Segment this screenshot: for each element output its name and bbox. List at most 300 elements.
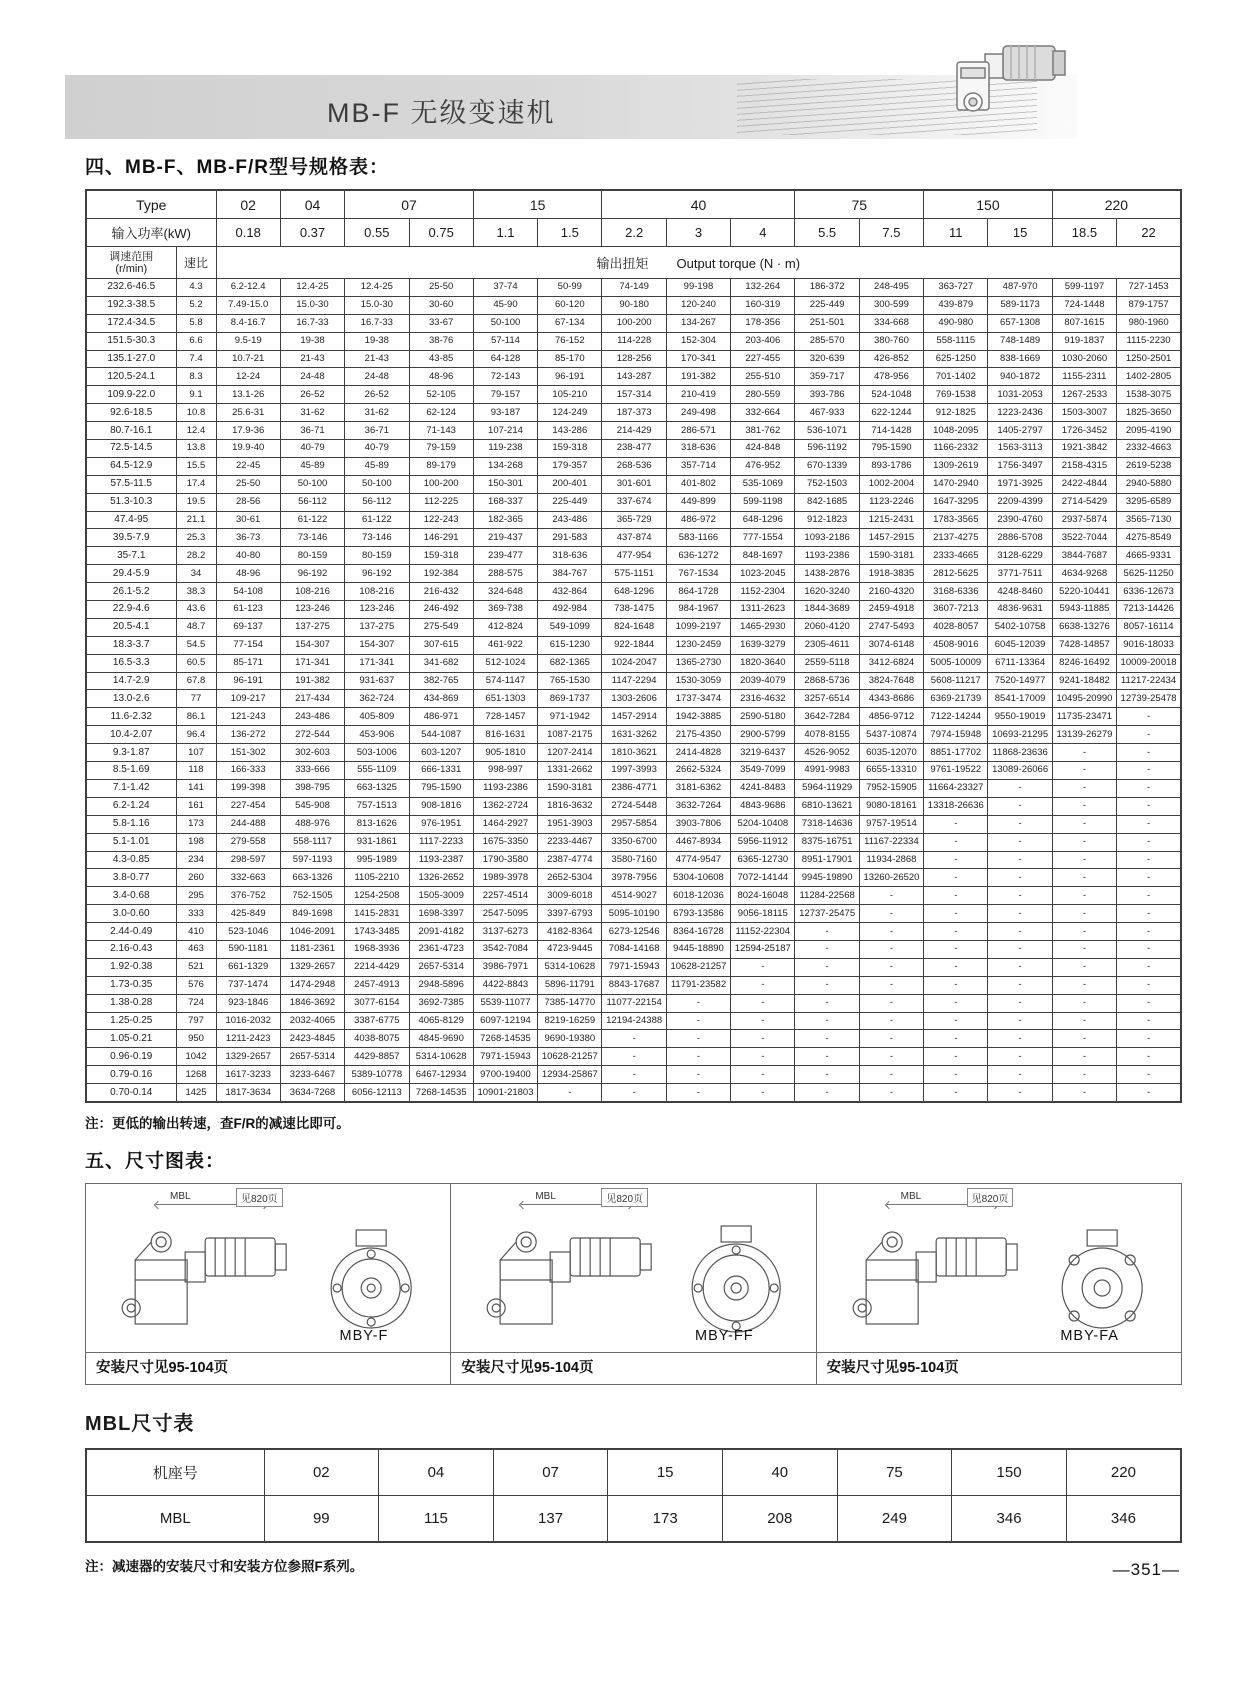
torque-value-cell: 6035-12070 [859, 744, 923, 762]
speed-ratio-cell: 48.7 [176, 618, 216, 636]
speed-ratio-cell: 118 [176, 762, 216, 780]
torque-value-cell: 765-1530 [538, 672, 602, 690]
torque-value-cell: 824-1648 [602, 618, 666, 636]
torque-value-cell: 54-108 [216, 583, 280, 601]
torque-value-cell: 558-1117 [280, 833, 344, 851]
torque-value-cell: 738-1475 [602, 601, 666, 619]
speed-range-label: 调速范围 [109, 250, 154, 263]
torque-value-cell: 301-601 [602, 475, 666, 493]
torque-value-cell: 7520-14977 [988, 672, 1052, 690]
torque-value-cell: 2724-5448 [602, 797, 666, 815]
torque-value-cell: 1123-2246 [859, 493, 923, 511]
speed-range-cell: 232.6-46.5 [86, 279, 176, 297]
torque-value-cell: 432-864 [538, 583, 602, 601]
torque-value-cell: 864-1728 [666, 583, 730, 601]
speed-range-cell: 11.6-2.32 [86, 708, 176, 726]
torque-value-cell: 243-486 [280, 708, 344, 726]
torque-value-cell: 2160-4320 [859, 583, 923, 601]
torque-value-cell: 31-62 [280, 404, 344, 422]
torque-value-cell: 337-674 [602, 493, 666, 511]
torque-value-cell: 1193-2386 [473, 779, 537, 797]
torque-value-cell: 170-341 [666, 350, 730, 368]
mbl-value-row [86, 1495, 1181, 1542]
torque-value-cell: 9700-19400 [473, 1066, 537, 1084]
torque-value-cell: 615-1230 [538, 636, 602, 654]
torque-value-cell: 154-307 [345, 636, 409, 654]
speed-range-cell: 9.3-1.87 [86, 744, 176, 762]
torque-value-cell: - [1117, 762, 1181, 780]
torque-value-cell: 36-71 [280, 422, 344, 440]
spec-table-row [86, 726, 1181, 744]
torque-value-cell: 849-1698 [280, 905, 344, 923]
torque-value-cell: 4514-9027 [602, 887, 666, 905]
torque-value-cell: 31-62 [345, 404, 409, 422]
torque-value-cell: 210-419 [666, 386, 730, 404]
torque-value-cell: 3295-6589 [1117, 493, 1181, 511]
spec-table-row [86, 529, 1181, 547]
speed-range-cell: 8.5-1.69 [86, 762, 176, 780]
torque-value-cell: 318-636 [538, 547, 602, 565]
torque-value-cell: 777-1554 [731, 529, 795, 547]
torque-value-cell: 33-67 [409, 314, 473, 332]
torque-value-cell: 3824-7648 [859, 672, 923, 690]
spec-table-row [86, 1012, 1181, 1030]
power-value-header: 2.2 [602, 219, 666, 247]
power-value-header: 0.75 [409, 219, 473, 247]
frame-size-header: 07 [345, 190, 474, 219]
power-value-header: 0.55 [345, 219, 409, 247]
page-number: —351— [1112, 1560, 1180, 1579]
torque-value-cell: 1846-3692 [280, 994, 344, 1012]
frame-number-cell: 75 [837, 1449, 952, 1496]
torque-value-cell: 5625-11250 [1117, 565, 1181, 583]
torque-value-cell: 597-1193 [280, 851, 344, 869]
speed-ratio-cell: 60.5 [176, 654, 216, 672]
page-title: MB-F 无级变速机 [327, 98, 556, 128]
torque-value-cell: 488-976 [280, 815, 344, 833]
torque-value-cell: 16.7-33 [345, 314, 409, 332]
torque-value-cell: 3387-6775 [345, 1012, 409, 1030]
torque-value-cell: 2714-5429 [1052, 493, 1116, 511]
spec-table-row [86, 654, 1181, 672]
torque-value-cell: 4467-8934 [666, 833, 730, 851]
torque-value-cell: - [924, 869, 988, 887]
speed-range-cell: 26.1-5.2 [86, 583, 176, 601]
torque-value-cell: 25-50 [216, 475, 280, 493]
torque-value-cell: 380-760 [859, 332, 923, 350]
panel-caption: 安装尺寸见95-104页 [86, 1352, 450, 1384]
torque-value-cell: - [795, 1012, 859, 1030]
torque-value-cell: - [795, 1084, 859, 1102]
torque-value-cell: 1590-3181 [859, 547, 923, 565]
torque-value-cell: 2386-4771 [602, 779, 666, 797]
torque-value-cell: 17.9-36 [216, 422, 280, 440]
torque-value-cell: 1470-2940 [924, 475, 988, 493]
torque-value-cell: 931-1861 [345, 833, 409, 851]
torque-value-cell: 461-922 [473, 636, 537, 654]
spec-table-row [86, 565, 1181, 583]
torque-value-cell: 599-1197 [1052, 279, 1116, 297]
torque-value-cell: 682-1365 [538, 654, 602, 672]
mbl-dimension-label: MBL [170, 1190, 191, 1202]
torque-value-cell: 300-599 [859, 296, 923, 314]
torque-value-cell: 6018-12036 [666, 887, 730, 905]
torque-value-cell: 893-1786 [859, 457, 923, 475]
torque-value-cell: 100-200 [602, 314, 666, 332]
torque-value-cell: 275-549 [409, 618, 473, 636]
torque-value-cell: 1783-3565 [924, 511, 988, 529]
spec-table-row [86, 475, 1181, 493]
speed-range-cell: 13.0-2.6 [86, 690, 176, 708]
torque-value-cell: 85-170 [538, 350, 602, 368]
torque-value-cell: 108-216 [280, 583, 344, 601]
torque-value-cell: 6.2-12.4 [216, 279, 280, 297]
torque-value-cell: 767-1534 [666, 565, 730, 583]
torque-value-cell: - [1052, 940, 1116, 958]
torque-value-cell: 1530-3059 [666, 672, 730, 690]
torque-value-cell: 124-249 [538, 404, 602, 422]
torque-value-cell: 7952-15905 [859, 779, 923, 797]
torque-value-cell: - [1052, 905, 1116, 923]
torque-value-cell: 182-365 [473, 511, 537, 529]
torque-value-cell: 752-1503 [795, 475, 859, 493]
torque-value-cell: 724-1448 [1052, 296, 1116, 314]
torque-value-cell: - [1117, 1066, 1181, 1084]
torque-value-cell: 1971-3925 [988, 475, 1052, 493]
torque-value-cell: 1329-2657 [280, 958, 344, 976]
torque-value-cell: 3412-6824 [859, 654, 923, 672]
speed-range-cell: 35-7.1 [86, 547, 176, 565]
torque-value-cell: 60-120 [538, 296, 602, 314]
torque-value-cell: 2619-5238 [1117, 457, 1181, 475]
torque-value-cell: - [1052, 815, 1116, 833]
torque-value-cell: 332-663 [216, 869, 280, 887]
speed-ratio-cell: 521 [176, 958, 216, 976]
torque-value-cell: 99-198 [666, 279, 730, 297]
speed-range-cell: 2.16-0.43 [86, 940, 176, 958]
torque-value-cell: 490-980 [924, 314, 988, 332]
torque-value-cell: 1639-3279 [731, 636, 795, 654]
torque-value-cell: 1726-3452 [1052, 422, 1116, 440]
torque-value-cell: 4241-8483 [731, 779, 795, 797]
torque-value-cell: 90-180 [602, 296, 666, 314]
torque-value-cell: - [795, 1030, 859, 1048]
torque-value-cell: 1415-2831 [345, 905, 409, 923]
torque-value-cell: 5956-11912 [731, 833, 795, 851]
torque-value-cell: 15.0-30 [280, 296, 344, 314]
torque-value-cell: 159-318 [409, 547, 473, 565]
torque-value-cell: 154-307 [280, 636, 344, 654]
torque-value-cell: 555-1109 [345, 762, 409, 780]
torque-value-cell: 80-159 [345, 547, 409, 565]
spec-table-row [86, 905, 1181, 923]
dimension-panel-mby-fa [816, 1184, 1181, 1384]
header-banner [65, 75, 1077, 139]
mbl-dimension-label: MBL [535, 1190, 556, 1202]
spec-table-row [86, 547, 1181, 565]
torque-value-cell: - [731, 958, 795, 976]
torque-value-cell: 7971-15943 [473, 1048, 537, 1066]
torque-value-cell: - [924, 887, 988, 905]
speed-ratio-cell: 43.6 [176, 601, 216, 619]
torque-value-cell: 77-154 [216, 636, 280, 654]
torque-value-cell: 3181-6362 [666, 779, 730, 797]
torque-value-cell: 1331-2662 [538, 762, 602, 780]
torque-value-cell: 6793-13586 [666, 905, 730, 923]
torque-value-cell: - [1052, 994, 1116, 1012]
torque-value-cell: - [731, 976, 795, 994]
torque-value-cell: 57-114 [473, 332, 537, 350]
torque-value-cell: 4723-9445 [538, 940, 602, 958]
torque-value-cell: 146-291 [409, 529, 473, 547]
torque-value-cell: 2948-5896 [409, 976, 473, 994]
spec-table-row [86, 690, 1181, 708]
torque-value-cell: 1474-2948 [280, 976, 344, 994]
torque-value-cell: 728-1457 [473, 708, 537, 726]
torque-value-cell: - [1117, 887, 1181, 905]
torque-value-cell: 255-510 [731, 368, 795, 386]
frame-size-header: 75 [795, 190, 924, 219]
torque-value-cell: 1790-3580 [473, 851, 537, 869]
frame-size-header: 15 [473, 190, 602, 219]
torque-value-cell: 3692-7385 [409, 994, 473, 1012]
torque-value-cell: 848-1697 [731, 547, 795, 565]
torque-value-cell: - [731, 1048, 795, 1066]
torque-value-cell: - [1117, 833, 1181, 851]
torque-value-cell: - [859, 958, 923, 976]
torque-value-cell: 123-246 [345, 601, 409, 619]
speed-range-cell: 5.1-1.01 [86, 833, 176, 851]
torque-value-cell: - [988, 887, 1052, 905]
torque-value-cell: 8951-17901 [795, 851, 859, 869]
torque-value-cell: - [666, 1048, 730, 1066]
torque-value-cell: 214-429 [602, 422, 666, 440]
torque-value-cell: - [988, 779, 1052, 797]
torque-value-cell: 3128-6229 [988, 547, 1052, 565]
speed-ratio-cell: 576 [176, 976, 216, 994]
torque-value-cell: 3077-6154 [345, 994, 409, 1012]
torque-value-cell: - [1117, 1012, 1181, 1030]
torque-value-cell: 30-61 [216, 511, 280, 529]
torque-value-cell: 268-536 [602, 457, 666, 475]
power-value-header: 1.1 [473, 219, 537, 247]
torque-value-cell: 4343-8686 [859, 690, 923, 708]
torque-value-cell: 1166-2332 [924, 440, 988, 458]
torque-value-cell: 5539-11077 [473, 994, 537, 1012]
torque-value-cell: 4774-9547 [666, 851, 730, 869]
torque-value-cell: - [602, 1048, 666, 1066]
speed-ratio-cell: 463 [176, 940, 216, 958]
speed-range-cell: 29.4-5.9 [86, 565, 176, 583]
torque-value-cell: - [988, 1030, 1052, 1048]
spec-table-row [86, 511, 1181, 529]
torque-value-cell: 2422-4844 [1052, 475, 1116, 493]
torque-value-cell: - [1117, 958, 1181, 976]
torque-value-cell: 11735-23471 [1052, 708, 1116, 726]
frame-number-cell: 15 [608, 1449, 723, 1496]
torque-value-cell: 492-984 [538, 601, 602, 619]
torque-value-cell: 7122-14244 [924, 708, 988, 726]
torque-value-cell: 544-1087 [409, 726, 473, 744]
torque-value-cell: 12737-25475 [795, 905, 859, 923]
torque-value-cell: 19.9-40 [216, 440, 280, 458]
power-value-header: 1.5 [538, 219, 602, 247]
torque-value-cell: 8246-16492 [1052, 654, 1116, 672]
torque-value-cell: 50-100 [280, 475, 344, 493]
speed-ratio-cell: 15.5 [176, 457, 216, 475]
torque-value-cell: 1825-3650 [1117, 404, 1181, 422]
torque-value-cell: 1024-2047 [602, 654, 666, 672]
speed-ratio-cell: 1425 [176, 1084, 216, 1102]
frame-number-cell: 220 [1066, 1449, 1181, 1496]
torque-value-cell: 48-96 [409, 368, 473, 386]
torque-value-cell: 5220-10441 [1052, 583, 1116, 601]
torque-value-cell: 931-637 [345, 672, 409, 690]
torque-value-cell: 74-149 [602, 279, 666, 297]
torque-value-cell: - [1117, 815, 1181, 833]
torque-value-cell: 8057-16114 [1117, 618, 1181, 636]
mbl-value-cell: 99 [264, 1495, 379, 1542]
spec-table-row [86, 851, 1181, 869]
torque-value-cell: 36-73 [216, 529, 280, 547]
torque-value-cell: 3350-6700 [602, 833, 666, 851]
torque-value-cell: - [924, 905, 988, 923]
torque-value-cell: 5437-10874 [859, 726, 923, 744]
torque-value-cell: 128-256 [602, 350, 666, 368]
torque-value-cell: 6369-21739 [924, 690, 988, 708]
speed-range-cell: 1.92-0.38 [86, 958, 176, 976]
torque-value-cell: - [988, 869, 1052, 887]
torque-value-cell: 8851-17702 [924, 744, 988, 762]
torque-value-cell: 1362-2724 [473, 797, 537, 815]
torque-value-cell: 244-488 [216, 815, 280, 833]
power-value-header: 0.18 [216, 219, 280, 247]
torque-value-cell: 8843-17687 [602, 976, 666, 994]
torque-value-cell: 663-1326 [280, 869, 344, 887]
torque-value-cell: - [1052, 958, 1116, 976]
torque-value-cell: 912-1823 [795, 511, 859, 529]
torque-value-cell: 120-240 [666, 296, 730, 314]
torque-value-cell: 1030-2060 [1052, 350, 1116, 368]
torque-value-cell: 160-319 [731, 296, 795, 314]
torque-value-cell: - [859, 940, 923, 958]
spec-table-row [86, 869, 1181, 887]
torque-value-cell: 168-337 [473, 493, 537, 511]
torque-value-cell: 3549-7099 [731, 762, 795, 780]
speed-range-cell: 135.1-27.0 [86, 350, 176, 368]
spec-table-row [86, 744, 1181, 762]
speed-ratio-cell: 28.2 [176, 547, 216, 565]
torque-value-cell: - [859, 994, 923, 1012]
speed-ratio-cell: 25.3 [176, 529, 216, 547]
torque-value-cell: 7318-14636 [795, 815, 859, 833]
speed-range-cell: 22.9-4.6 [86, 601, 176, 619]
torque-value-cell: 2137-4275 [924, 529, 988, 547]
spec-table-row [86, 958, 1181, 976]
torque-value-cell: - [988, 815, 1052, 833]
torque-value-cell: 9761-19522 [924, 762, 988, 780]
torque-value-cell: 192-384 [409, 565, 473, 583]
torque-value-cell: - [1117, 940, 1181, 958]
torque-value-cell: 984-1967 [666, 601, 730, 619]
power-value-header: 7.5 [859, 219, 923, 247]
torque-value-cell: 3642-7284 [795, 708, 859, 726]
speed-range-cell: 1.38-0.28 [86, 994, 176, 1012]
torque-value-cell: 152-304 [666, 332, 730, 350]
torque-value-cell: 4275-8549 [1117, 529, 1181, 547]
torque-value-cell: - [859, 1066, 923, 1084]
torque-value-cell: 12934-25867 [538, 1066, 602, 1084]
spec-table-row [86, 923, 1181, 941]
torque-value-cell: 2316-4632 [731, 690, 795, 708]
power-value-header: 22 [1117, 219, 1181, 247]
spec-table-row [86, 618, 1181, 636]
spec-table-row [86, 940, 1181, 958]
speed-ratio-cell: 198 [176, 833, 216, 851]
torque-value-cell: 2387-4774 [538, 851, 602, 869]
torque-value-cell: 171-341 [345, 654, 409, 672]
torque-value-cell: 157-314 [602, 386, 666, 404]
torque-value-cell: 9016-18033 [1117, 636, 1181, 654]
torque-value-cell: 3565-7130 [1117, 511, 1181, 529]
torque-value-cell: 243-486 [538, 511, 602, 529]
torque-value-cell: 5304-10608 [666, 869, 730, 887]
torque-value-cell: - [602, 1084, 666, 1102]
spec-table-row [86, 386, 1181, 404]
torque-value-cell: 1016-2032 [216, 1012, 280, 1030]
torque-value-cell: 286-571 [666, 422, 730, 440]
torque-value-cell: 657-1308 [988, 314, 1052, 332]
torque-value-cell: 19-38 [345, 332, 409, 350]
torque-value-cell: 1267-2533 [1052, 386, 1116, 404]
torque-value-cell: 2158-4315 [1052, 457, 1116, 475]
torque-value-cell: 10901-21803 [473, 1084, 537, 1102]
torque-value-cell: 3771-7511 [988, 565, 1052, 583]
speed-ratio-cell: 54.5 [176, 636, 216, 654]
torque-value-cell: 1193-2386 [795, 547, 859, 565]
torque-value-cell: - [859, 905, 923, 923]
torque-value-cell: 248-495 [859, 279, 923, 297]
torque-value-cell: - [924, 1048, 988, 1066]
speed-range-cell: 5.8-1.16 [86, 815, 176, 833]
speed-range-cell: 6.2-1.24 [86, 797, 176, 815]
torque-value-cell: 923-1846 [216, 994, 280, 1012]
torque-value-cell: 976-1951 [409, 815, 473, 833]
torque-value-cell: 922-1844 [602, 636, 666, 654]
torque-value-cell: 166-333 [216, 762, 280, 780]
torque-value-cell: 12.4-25 [345, 279, 409, 297]
torque-value-cell: 1918-3835 [859, 565, 923, 583]
model-label: MBY-FA [1060, 1327, 1119, 1344]
torque-value-cell: 813-1626 [345, 815, 409, 833]
torque-value-cell: 748-1489 [988, 332, 1052, 350]
torque-value-cell: 6638-13276 [1052, 618, 1116, 636]
spec-table-note: 注：更低的输出转速，查F/R的减速比即可。 [85, 1115, 350, 1131]
torque-value-cell: 807-1615 [1052, 314, 1116, 332]
torque-value-cell: - [1117, 869, 1181, 887]
mbl-row-header: MBL [86, 1495, 264, 1542]
torque-value-cell: 79-159 [409, 440, 473, 458]
torque-value-cell: 150-301 [473, 475, 537, 493]
torque-value-cell: - [1117, 994, 1181, 1012]
speed-ratio-cell: 6.6 [176, 332, 216, 350]
torque-value-cell: 143-287 [602, 368, 666, 386]
torque-value-cell: 1997-3993 [602, 762, 666, 780]
torque-value-cell: 6810-13621 [795, 797, 859, 815]
torque-value-cell: 7213-14426 [1117, 601, 1181, 619]
speed-range-cell: 80.7-16.1 [86, 422, 176, 440]
torque-value-cell: - [859, 923, 923, 941]
